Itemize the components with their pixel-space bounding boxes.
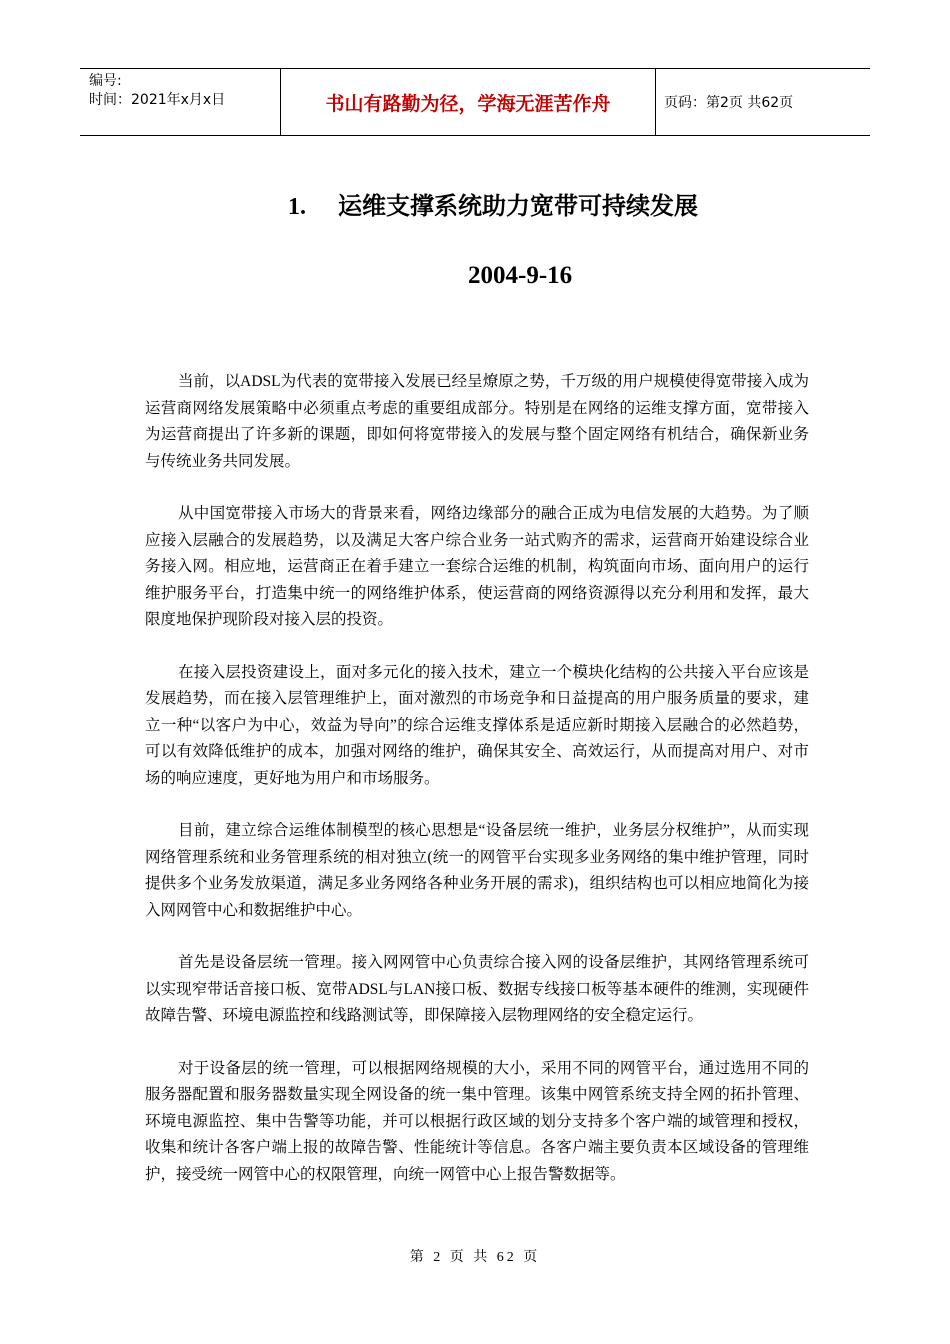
paragraph: 当前，以ADSL为代表的宽带接入发展已经呈燎原之势，千万级的用户规模使得宽带接入成为运营商网络发展策略中必须重点考虑的重要组成部分。特别是在网络的运维支撑方面，宽带接入为运营商提出了许多新的课题，即如何将宽带接入的发展与整个固定网络有机结合，确保新业务与传统业务共同发展。: [145, 373, 809, 470]
paragraph: 首先是设备层统一管理。接入网网管中心负责综合接入网的设备层维护，其网络管理系统可以实现窄带话音接口板、宽带ADSL与LAN接口板、数据专线接口板等基本硬件的维测，实现硬件故障告警、环境电源监控和线路测试等，即保障接入层物理网络的安全稳定运行。: [145, 954, 809, 1024]
header-page-info: 页码：第2页 共62页: [664, 95, 794, 111]
title-number: 1.: [288, 194, 306, 220]
paragraph: 从中国宽带接入市场大的背景来看，网络边缘部分的融合正成为电信发展的大趋势。为了顺应接入层融合的发展趋势，以及满足大客户综合业务一站式购齐的需求，运营商开始建设综合业务接入网。相应地，运营商正在着手建立一套综合运维的机制，构筑面向市场、面向用户的运行维护服务平台，打造集中统一的网络维护体系，使运营商的网络资源得以充分利用和发挥，最大限度地保护现阶段对接入层的投资。: [145, 505, 809, 628]
document-body: [145, 369, 809, 1214]
title-text: 运维支撑系统助力宽带可持续发展: [338, 192, 698, 220]
paragraph: 对于设备层的统一管理，可以根据网络规模的大小，采用不同的网管平台，通过选用不同的服务器配置和服务器数量实现全网设备的统一集中管理。该集中网管系统支持全网的拓扑管理、环境电源监控、集中告警等功能，并可以根据行政区域的划分支持多个客户端的域管理和授权，收集和统计各客户端上报的故障告警、性能统计等信息。各客户端主要负责本区域设备的管理维护，接受统一网管中心的权限管理，向统一网管中心上报告警数据等。: [145, 1059, 809, 1183]
paragraph: 目前，建立综合运维体制模型的核心思想是“设备层统一维护，业务层分权维护”，从而实现网络管理系统和业务管理系统的相对独立(统一的网管平台实现多业务网络的集中维护管理，同时提供多个业务发放渠道，满足多业务网络各种业务开展的需求)，组织结构也可以相应地简化为接入网网管中心和数据维护中心。: [145, 822, 809, 919]
document-date: 2004-9-16: [468, 262, 573, 289]
header-motto: 书山有路勤为径，学海无涯苦作舟: [281, 69, 656, 135]
header-meta-cell: [80, 69, 281, 135]
header-table: [80, 68, 870, 136]
time-label: 时间：2021年x月x日: [89, 92, 226, 108]
document-title: [288, 186, 698, 221]
page-footer: 第 2 页 共 62 页: [409, 1250, 541, 1265]
paragraph: 在接入层投资建设上，面对多元化的接入技术，建立一个模块化结构的公共接入平台应该是发展趋势，而在接入层管理维护上，面对激烈的市场竞争和日益提高的用户服务质量的要求，建立一种“以客户为中心，效益为导向”的综合运维支撑体系是适应新时期接入层融合的必然趋势，可以有效降低维护的成本，加强对网络的维护，确保其安全、高效运行，从而提高对用户、对市场的响应速度，更好地为用户和市场服务。: [145, 663, 809, 787]
serial-label: 编号:: [89, 73, 122, 89]
